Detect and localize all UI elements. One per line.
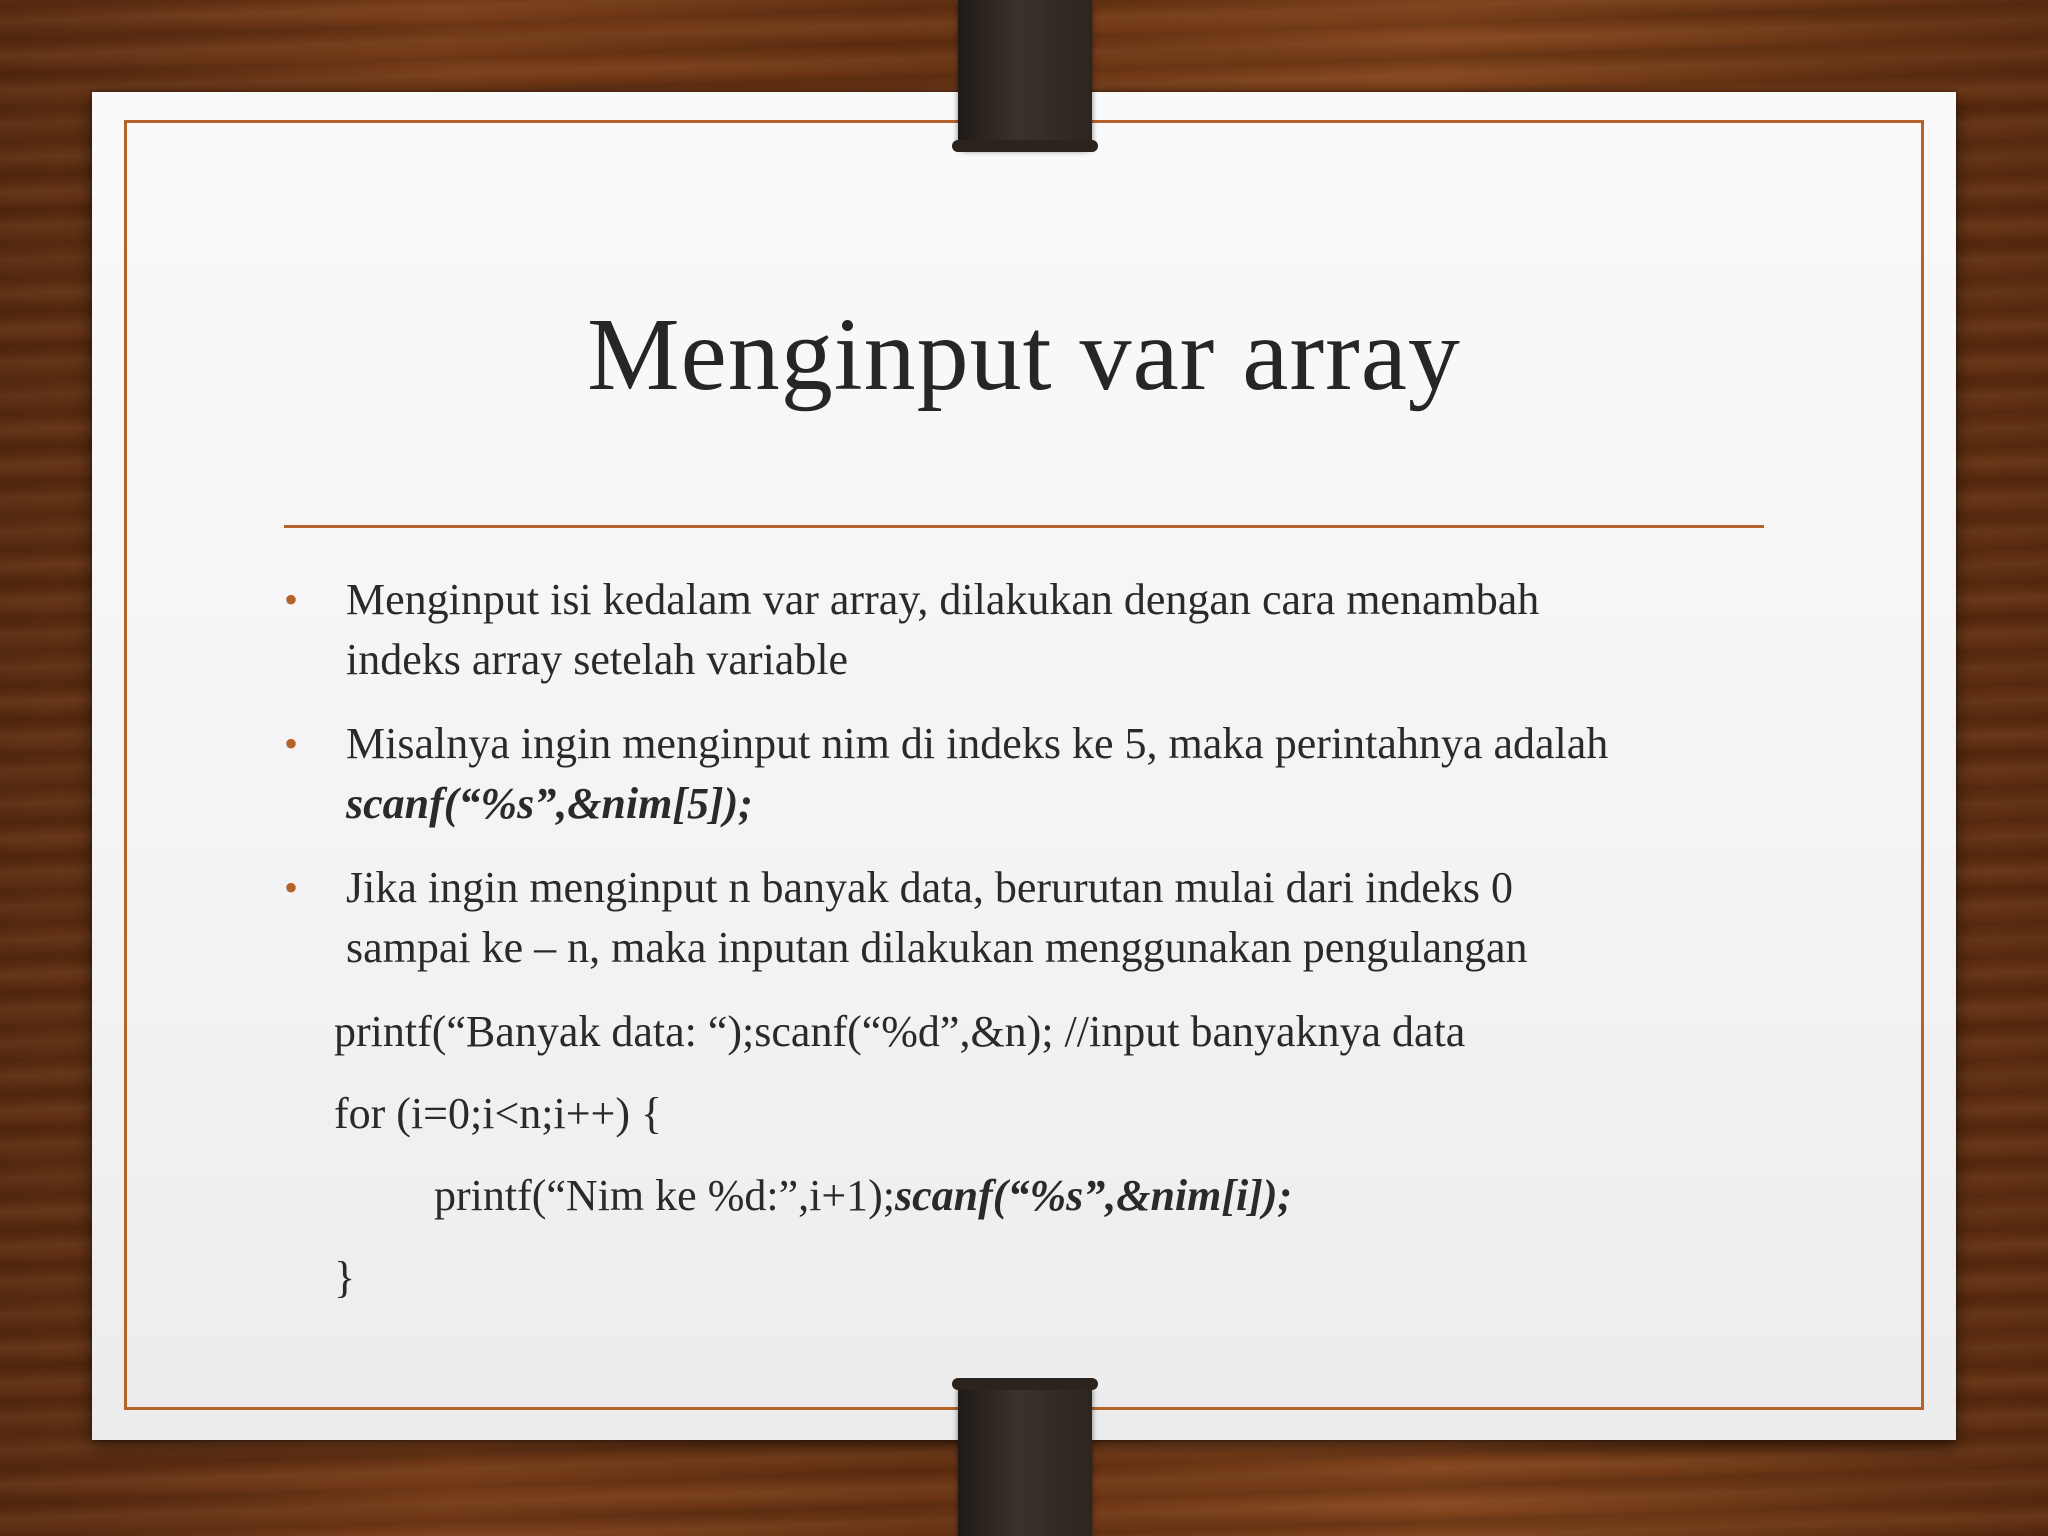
bullet-item-1: [284, 570, 1784, 690]
code-line-3: [284, 1166, 1784, 1226]
title-divider: [284, 525, 1764, 528]
bullet-icon: •: [284, 577, 299, 622]
top-strap-lip: [952, 140, 1098, 152]
bullet-3-line-1: Jika ingin menginput n banyak data, berurutan mulai dari indeks 0: [346, 863, 1513, 912]
code-line-3-bold: scanf(“%s”,&nim[i]);: [895, 1171, 1293, 1220]
code-line-1: printf(“Banyak data: “);scanf(“%d”,&n); //input banyaknya data: [334, 1007, 1466, 1056]
code-line-4: }: [334, 1253, 356, 1302]
bullet-item-3: [284, 858, 1784, 978]
bullet-2-code: scanf(“%s”,&nim[5]);: [346, 779, 753, 828]
bullet-3-line-2: sampai ke – n, maka inputan dilakukan menggunakan pengulangan: [346, 923, 1528, 972]
code-line-2: for (i=0;i<n;i++) {: [334, 1089, 663, 1138]
bullet-1-line-2: indeks array setelah variable: [346, 635, 849, 684]
bottom-strap: [958, 1382, 1092, 1536]
bullet-1-line-1: Menginput isi kedalam var array, dilakukan dengan cara menambah: [346, 575, 1540, 624]
code-line-3-plain: printf(“Nim ke %d:”,i+1);: [434, 1171, 896, 1220]
bullet-icon: •: [284, 865, 299, 910]
top-strap: [958, 0, 1092, 148]
bottom-strap-lip: [952, 1378, 1098, 1390]
bullet-2-line-1: Misalnya ingin menginput nim di indeks ke 5, maka perintahnya adalah: [346, 719, 1609, 768]
slide-content: [284, 570, 1784, 1330]
slide-title: Menginput var array: [587, 297, 1461, 412]
bullet-icon: •: [284, 721, 299, 766]
bullet-item-2: [284, 714, 1784, 834]
